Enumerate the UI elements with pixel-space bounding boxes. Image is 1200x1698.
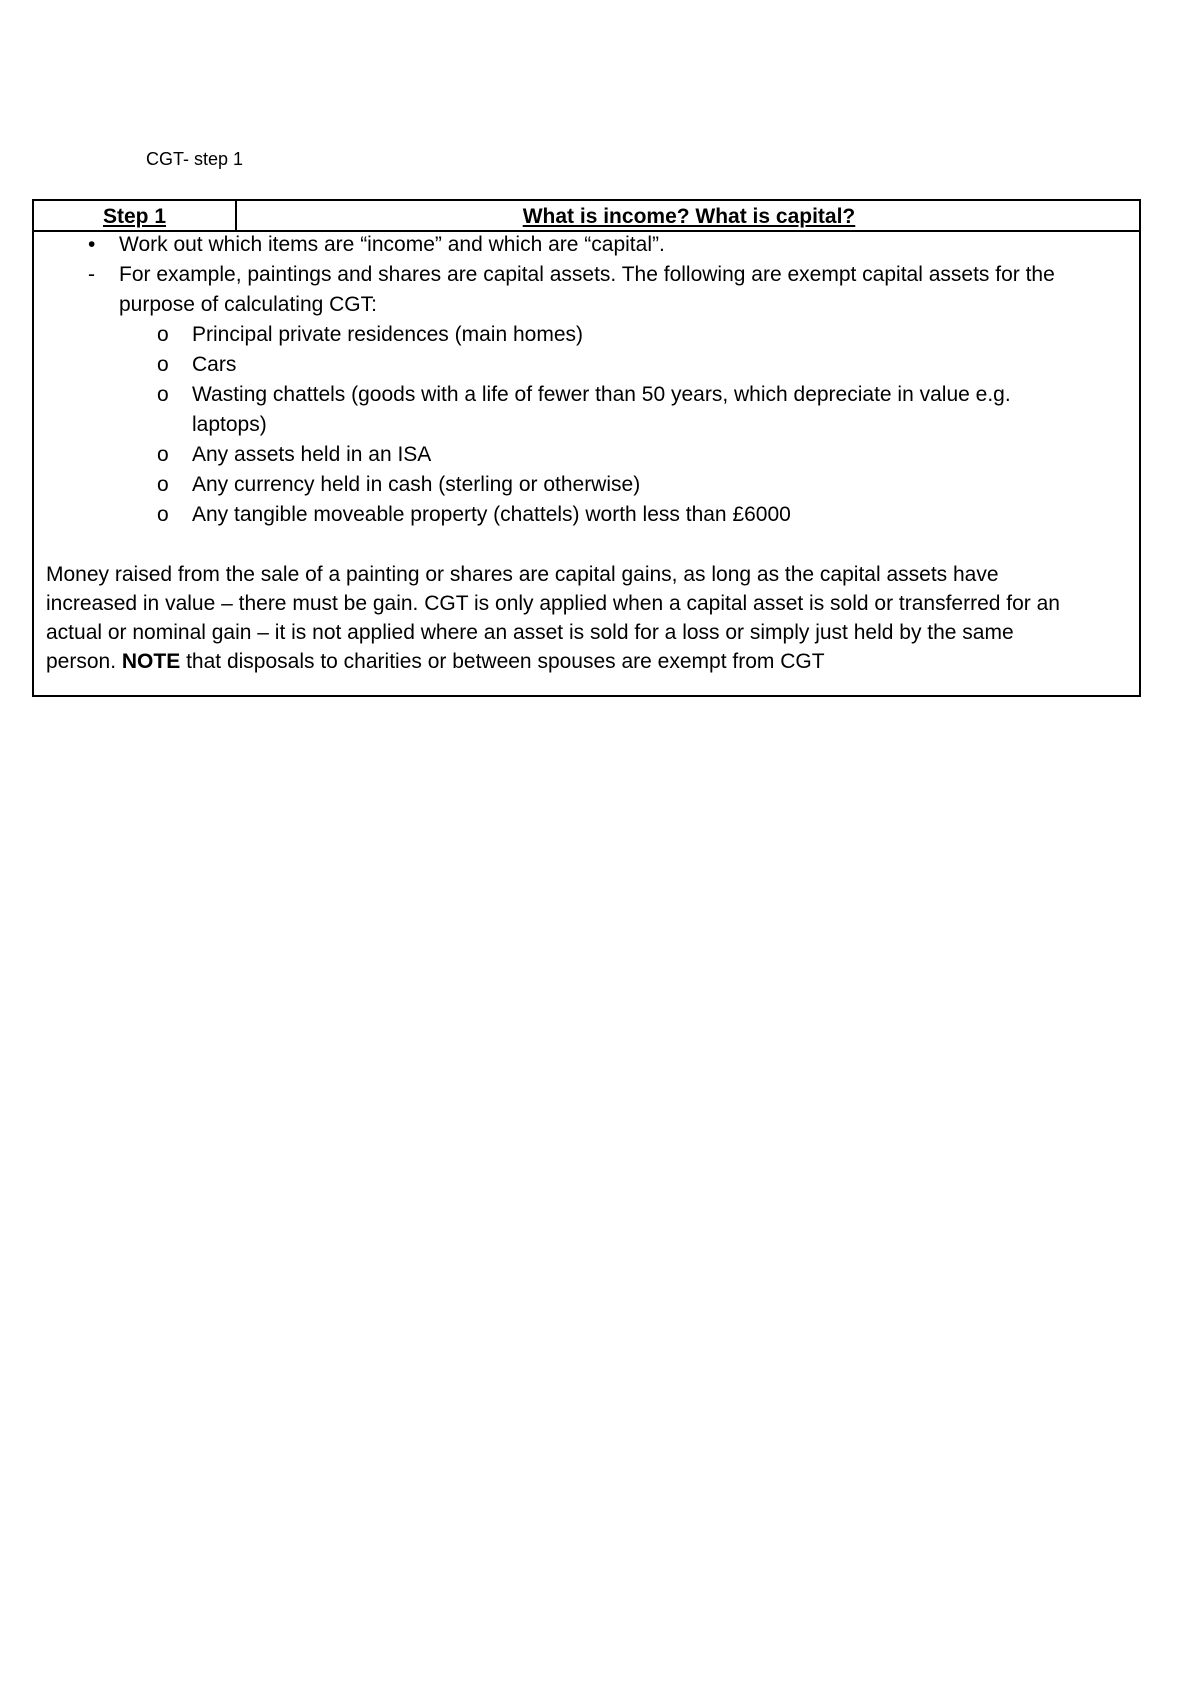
sub-marker-icon: o bbox=[157, 383, 169, 406]
dash-icon: - bbox=[88, 263, 95, 286]
sub-marker-icon: o bbox=[157, 353, 169, 376]
sub-item: Any tangible moveable property (chattels) worth less than £6000 bbox=[192, 503, 791, 526]
sub-item-continued: laptops) bbox=[192, 413, 267, 436]
paragraph-line: increased in value – there must be gain. CGT is only applied when a capital asset is sold or transferred for an bbox=[46, 592, 1060, 615]
sub-item: Wasting chattels (goods with a life of fewer than 50 years, which depreciate in value e.g. bbox=[192, 383, 1011, 406]
paragraph-line: Money raised from the sale of a painting or shares are capital gains, as long as the capital assets have bbox=[46, 563, 999, 586]
paragraph-person: person. bbox=[46, 650, 117, 673]
header-step: Step 1 bbox=[102, 205, 167, 228]
bullet-item: Work out which items are “income” and which are “capital”. bbox=[119, 233, 665, 256]
dash-item-line1: For example, paintings and shares are capital assets. The following are exempt capital assets for the bbox=[119, 263, 1055, 286]
sub-item: Principal private residences (main homes) bbox=[192, 323, 583, 346]
sub-marker-icon: o bbox=[157, 473, 169, 496]
table-header-row bbox=[34, 201, 1139, 232]
page-header: CGT- step 1 bbox=[146, 149, 244, 169]
sub-item: Any currency held in cash (sterling or otherwise) bbox=[192, 473, 641, 496]
sub-marker-icon: o bbox=[157, 443, 169, 466]
dash-item-line2: purpose of calculating CGT: bbox=[119, 293, 377, 316]
sub-marker-icon: o bbox=[157, 503, 169, 526]
sub-item: Any assets held in an ISA bbox=[192, 443, 432, 466]
step-table bbox=[32, 199, 1141, 697]
sub-marker-icon: o bbox=[157, 323, 169, 346]
bullet-icon: • bbox=[88, 233, 96, 256]
paragraph-line: actual or nominal gain – it is not applied where an asset is sold for a loss or simply just held by the same bbox=[46, 621, 1014, 644]
note-label: NOTE bbox=[121, 650, 181, 673]
sub-item: Cars bbox=[192, 353, 237, 376]
paragraph-note-text: that disposals to charities or between spouses are exempt from CGT bbox=[186, 650, 825, 673]
header-question: What is income? What is capital? bbox=[522, 205, 856, 228]
paragraph-line bbox=[46, 647, 825, 677]
